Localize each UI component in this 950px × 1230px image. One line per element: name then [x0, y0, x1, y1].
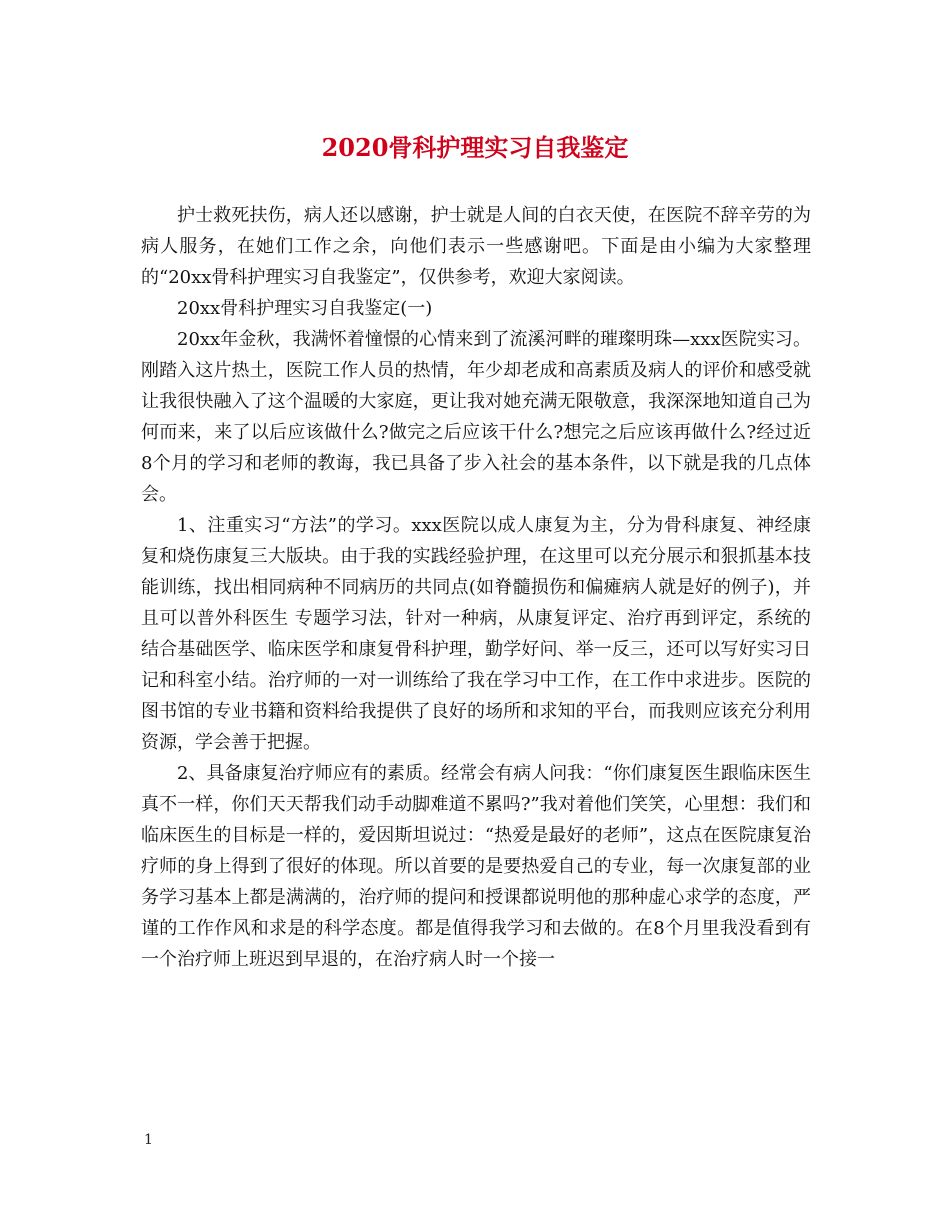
intro-paragraph: 护士救死扶伤，病人还以感谢，护士就是人间的白衣天使，在医院不辞辛劳的为病人服务，在她们工作之余，向他们表示一些感谢吧。下面是由小编为大家整理的“20xx骨科护理实习自我鉴定”，仅供参考，欢迎大家阅读。 — [141, 205, 811, 288]
section-heading: 20xx骨科护理实习自我鉴定(一) — [177, 298, 433, 319]
document-title: 2020骨科护理实习自我鉴定 — [321, 133, 629, 162]
body-paragraph: 20xx年金秋，我满怀着憧憬的心情来到了流溪河畔的璀璨明珠—xxx医院实习。刚踏入这片热土，医院工作人员的热情，年少却老成和高素质及病人的评价和感受就让我很快融入了这个温暖的大家庭，更让我对她充满无限敬意，我深深地知道自己为何而来，来了以后应该做什么?做完之后应该干什么?想完之后应该再做什么?经过近8个月的学习和老师的教诲，我已具备了步入社会的基本条件，以下就是我的几点体会。 — [141, 329, 811, 505]
body-paragraph: 1、注重实习“方法”的学习。xxx医院以成人康复为主，分为骨科康复、神经康复和烧伤康复三大版块。由于我的实践经验护理，在这里可以充分展示和狠抓基本技能训练，找出相同病种不同病历的共同点(如脊髓损伤和偏瘫病人就是好的例子)，并且可以普外科医生 专题学习法，针对一种病，从康复评定、治疗再到评定，系统的结合基础医学、临床医学和康复骨科护理，勤学好问、举一反三，还可以写好实习日记和科室小结。治疗师的一对一训练给了我在学习中工作，在工作中求进步。医院的图书馆的专业书籍和资料给我提供了良好的场所和求知的平台，而我则应该充分利用资源，学会善于把握。 — [141, 515, 811, 753]
page-number: 1 — [144, 1132, 153, 1148]
document-body — [141, 200, 811, 975]
body-paragraph: 2、具备康复治疗师应有的素质。经常会有病人问我：“你们康复医生跟临床医生真不一样，你们天天帮我们动手动脚难道不累吗?”我对着他们笑笑，心里想：我们和临床医生的目标是一样的，爱因斯坦说过：“热爱是最好的老师”，这点在医院康复治疗师的身上得到了很好的体现。所以首要的是要热爱自己的专业，每一次康复部的业务学习基本上都是满满的，治疗师的提问和授课都说明他的那种虚心求学的态度，严谨的工作作风和求是的科学态度。都是值得我学习和去做的。在8个月里我没看到有一个治疗师上班迟到早退的，在治疗病人时一个接一 — [141, 763, 811, 970]
